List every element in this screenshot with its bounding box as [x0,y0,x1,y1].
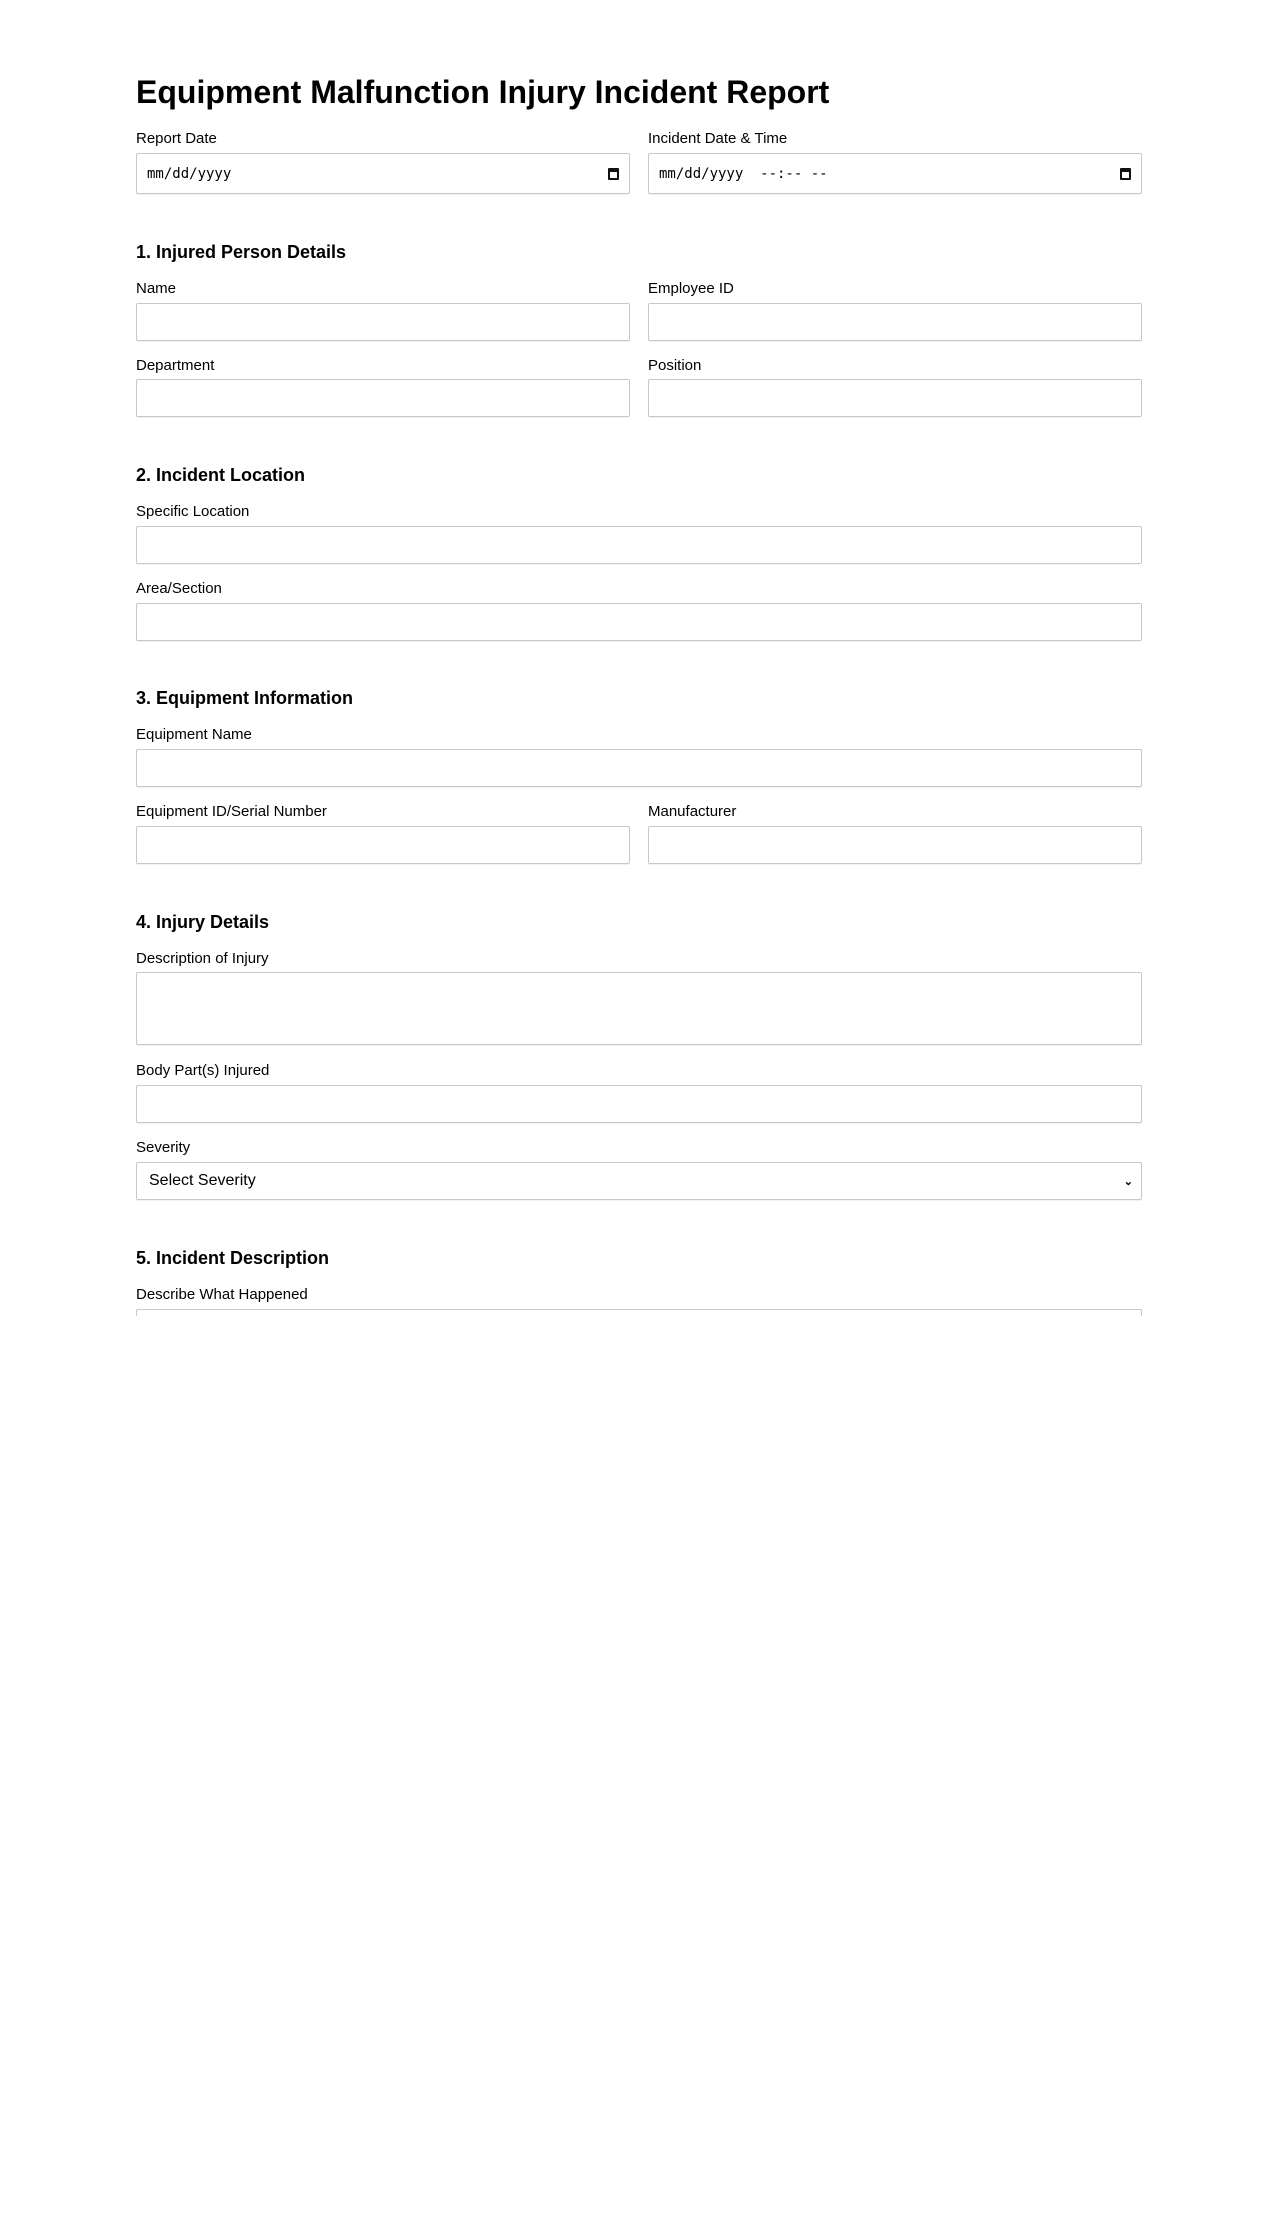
report-date-placeholder: mm/dd/yyyy [147,165,232,182]
position-label: Position [648,357,702,374]
name-label: Name [136,280,177,297]
employee-id-label: Employee ID [648,280,734,297]
section-heading-incident-location: 2. Incident Location [136,465,306,485]
specific-location-label: Specific Location [136,503,250,520]
report-date-label: Report Date [136,130,217,147]
calendar-icon[interactable] [1120,168,1131,180]
describe-what-happened-label: Describe What Happened [136,1286,308,1303]
severity-selected-value: Select Severity [149,1172,256,1189]
chevron-down-icon: ⌄ [1123,1175,1133,1188]
specific-location-input[interactable] [136,526,1142,564]
department-input[interactable] [136,379,630,417]
injury-description-label: Description of Injury [136,950,269,967]
equipment-id-input[interactable] [136,826,630,864]
body-parts-label: Body Part(s) Injured [136,1062,270,1079]
severity-label: Severity [136,1139,191,1156]
manufacturer-label: Manufacturer [648,803,737,820]
section-heading-incident-description: 5. Incident Description [136,1248,330,1268]
department-label: Department [136,357,215,374]
manufacturer-input[interactable] [648,826,1142,864]
page-title: Equipment Malfunction Injury Incident Report [136,74,830,110]
blank-area [0,1316,1263,2216]
incident-datetime-input[interactable] [648,153,1142,194]
area-section-input[interactable] [136,603,1142,641]
report-date-input[interactable] [136,153,630,194]
name-input[interactable] [136,303,630,341]
calendar-icon[interactable] [608,168,619,180]
body-parts-input[interactable] [136,1085,1142,1123]
equipment-name-label: Equipment Name [136,726,252,743]
incident-datetime-label: Incident Date & Time [648,130,788,147]
area-section-label: Area/Section [136,580,222,597]
equipment-name-input[interactable] [136,749,1142,787]
injury-description-textarea[interactable] [136,972,1142,1045]
incident-datetime-placeholder: mm/dd/yyyy --:-- -- [659,165,828,182]
severity-select[interactable] [136,1162,1142,1200]
section-heading-injury-details: 4. Injury Details [136,912,270,932]
employee-id-input[interactable] [648,303,1142,341]
section-heading-injured-person: 1. Injured Person Details [136,242,347,262]
equipment-id-label: Equipment ID/Serial Number [136,803,327,820]
position-input[interactable] [648,379,1142,417]
section-heading-equipment-information: 3. Equipment Information [136,688,354,708]
